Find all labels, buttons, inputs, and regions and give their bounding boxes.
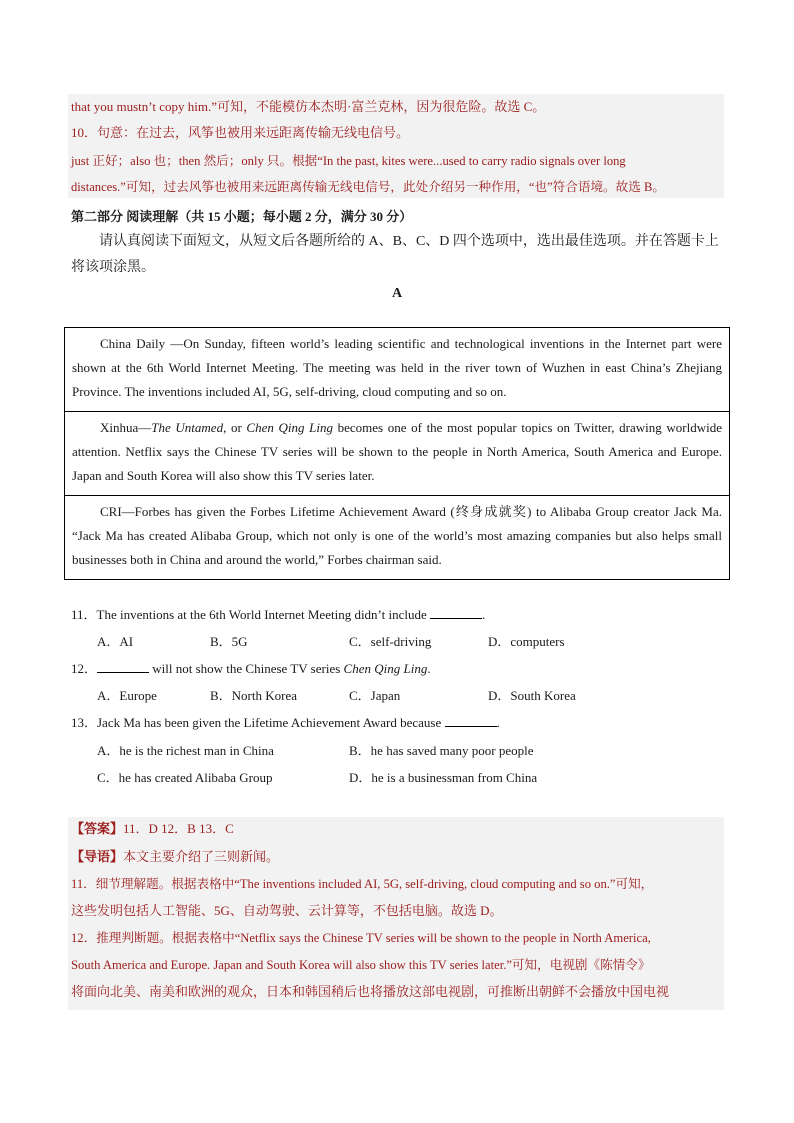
option-d: D．South Korea bbox=[488, 688, 576, 703]
question-stem: . bbox=[427, 661, 431, 676]
answer-blank bbox=[430, 606, 482, 619]
option-c: C．Japan bbox=[349, 688, 401, 703]
option-a: A．he is the richest man in China bbox=[97, 743, 274, 758]
news-item-cri: CRI—Forbes has given the Forbes Lifetime Achievement Award (终身成就奖) to Alibaba Group creator Jack Ma. “Jack Ma has created Alibaba Group, which not only is one of the world’s most amazing companies but also helps small businesses both in China and around the world,” Forbes chairman said. bbox=[65, 495, 729, 579]
question-stem: . bbox=[496, 715, 500, 730]
option-b: B．he has saved many poor people bbox=[349, 743, 534, 758]
question-stem: 12． bbox=[71, 661, 98, 676]
news-item-china-daily: China Daily —On Sunday, fifteen world’s leading scientific and technological inventions in the Internet part were shown at the 6th World Internet Meeting. The meeting was held in the river town of Wuzhen in east China’s Zhejiang Province. The inventions included AI, 5G, self-driving, cloud computing and so on. bbox=[72, 336, 722, 399]
section-instruction: 请认真阅读下面短文，从短文后各题所给的 A、B、C、D 四个选项中，选出最佳选项。并在答题卡上将该项涂黑。 bbox=[71, 234, 719, 275]
explanation-line: 将面向北美、南美和欧洲的观众，日本和韩国稍后也将播放这部电视剧，可推断出朝鲜不会播放中国电视 bbox=[71, 984, 670, 999]
news-item-xinhua bbox=[65, 411, 729, 495]
answer-blank bbox=[97, 660, 149, 673]
guide-text: 本文主要介绍了三则新闻。 bbox=[123, 849, 280, 864]
option-b: B．North Korea bbox=[210, 688, 298, 703]
option-a: A．AI bbox=[97, 634, 134, 649]
series-title: Chen Qing Ling bbox=[246, 420, 333, 435]
answer-text: 11．D 12．B 13．C bbox=[123, 821, 234, 836]
series-title: The Untamed bbox=[151, 420, 224, 435]
explanation-line: 10．句意：在过去，风筝也被用来远距离传输无线电信号。 bbox=[71, 125, 410, 140]
question-12 bbox=[71, 660, 431, 678]
explanation-line: that you mustn’t copy him.”可知，不能模仿本杰明·富兰克林，因为很危险。故选 C。 bbox=[71, 99, 546, 114]
explanation-line: just 正好；also 也；then 然后；only 只。根据“In the past, kites were...used to carry radio signals over long bbox=[71, 154, 626, 168]
option-a: A．Europe bbox=[97, 688, 157, 703]
explanation-line: South America and Europe. Japan and South Korea will also show this TV series later.”可知，电视剧《陈情令》 bbox=[71, 958, 651, 972]
news-text: becomes one of the most popular topics on Twitter, drawing worldwide attention. Netflix says the Chinese TV series will be shown to the people in North America, South America and Europe. Japan and South Korea will also show this TV series later. bbox=[72, 420, 722, 483]
explanation-line: 12．推理判断题。根据表格中“Netflix says the Chinese TV series will be shown to the people in North America, bbox=[71, 931, 651, 945]
news-text: , or bbox=[223, 420, 247, 435]
news-table bbox=[64, 327, 730, 580]
option-b: B．5G bbox=[210, 634, 248, 649]
option-d: D．he is a businessman from China bbox=[349, 770, 538, 785]
question-11 bbox=[71, 606, 485, 624]
section-title: 第二部分 阅读理解（共 15 小题；每小题 2 分，满分 30 分） bbox=[71, 209, 413, 224]
guide-tag: 【导语】 bbox=[71, 849, 124, 864]
question-stem: . bbox=[482, 607, 486, 622]
question-stem: 13．Jack Ma has been given the Lifetime Achievement Award because bbox=[71, 715, 445, 730]
explanation-line: 这些发明包括人工智能、5G、自动驾驶、云计算等，不包括电脑。故选 D。 bbox=[71, 903, 503, 918]
answer-blank bbox=[445, 714, 497, 727]
guide-line bbox=[71, 848, 279, 866]
passage-label: A bbox=[391, 286, 403, 301]
explanation-line: 11．细节理解题。根据表格中“The inventions included AI, 5G, self-driving, cloud computing and so on.”可知， bbox=[71, 877, 654, 891]
news-source: Xinhua— bbox=[100, 420, 152, 435]
option-c: C．he has created Alibaba Group bbox=[97, 770, 273, 785]
question-stem: will not show the Chinese TV series bbox=[149, 661, 344, 676]
explanation-line: distances.”可知，过去风筝也被用来远距离传输无线电信号，此处介绍另一种作用，“也”符合语境。故选 B。 bbox=[71, 180, 665, 194]
option-d: D．computers bbox=[488, 634, 565, 649]
option-c: C．self-driving bbox=[349, 634, 432, 649]
answer-tag: 【答案】 bbox=[71, 821, 124, 836]
series-title: Chen Qing Ling bbox=[343, 661, 428, 676]
answer-line bbox=[71, 820, 234, 838]
question-13 bbox=[71, 714, 500, 732]
question-stem: 11．The inventions at the 6th World Internet Meeting didn’t include bbox=[71, 607, 431, 622]
